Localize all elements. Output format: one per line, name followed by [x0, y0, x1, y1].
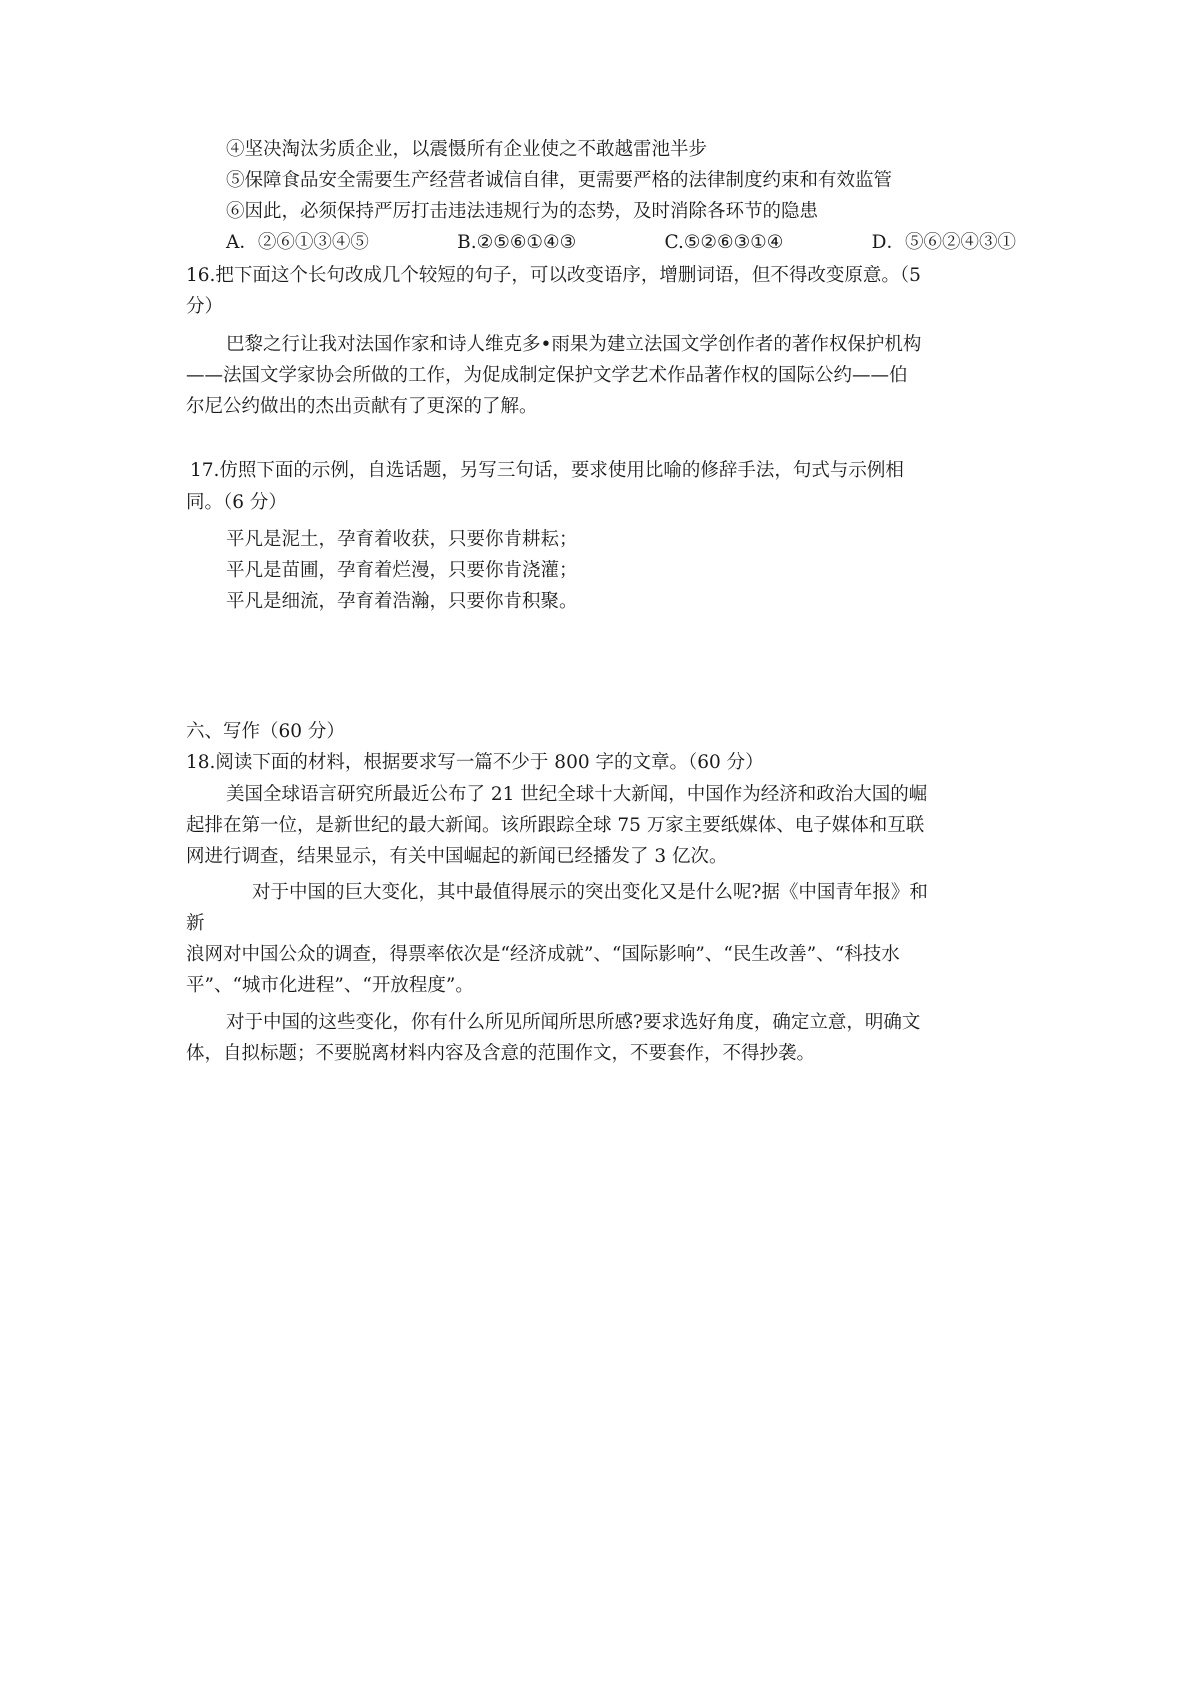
answer-choice-c: C.⑤②⑥③①④: [664, 232, 784, 253]
answer-choice-d: D．⑤⑥②④③①: [871, 232, 1016, 253]
answer-choice-b: B.②⑤⑥①④③: [457, 232, 577, 253]
q16-stem: 16.把下面这个长句改成几个较短的句子，可以改变语序，增删词语，但不得改变原意。（5: [186, 265, 921, 286]
q17-stem-cont: 同。（6 分）: [186, 492, 287, 513]
q18-para2: 对于中国的巨大变化，其中最值得展示的突出变化又是什么呢?据《中国青年报》和: [252, 882, 928, 903]
q17-stem: 17.仿照下面的示例，自选话题，另写三句话，要求使用比喻的修辞手法，句式与示例相: [190, 460, 904, 481]
answer-choices: [226, 234, 1016, 253]
q18-para3: 对于中国的这些变化，你有什么所见所闻所思所感?要求选好角度，确定立意，明确文: [226, 1012, 921, 1033]
option-line-4: ④坚决淘汰劣质企业，以震慑所有企业使之不敢越雷池半步: [226, 139, 708, 160]
option-line-6: ⑥因此，必须保持严厉打击违法违规行为的态势，及时消除各环节的隐患: [226, 201, 819, 222]
q16-passage-cont-1: ——法国文学家协会所做的工作，为促成制定保护文学艺术作品著作权的国际公约——伯: [186, 365, 908, 386]
q18-para1: 美国全球语言研究所最近公布了 21 世纪全球十大新闻，中国作为经济和政治大国的崛: [226, 784, 928, 805]
q18-para1-cont-1: 起排在第一位，是新世纪的最大新闻。该所跟踪全球 75 万家主要纸媒体、电子媒体和互联: [186, 815, 925, 836]
option-line-5: ⑤保障食品安全需要生产经营者诚信自律，更需要严格的法律制度约束和有效监管: [226, 170, 893, 191]
q18-para3-cont: 体，自拟标题；不要脱离材料内容及含意的范围作文，不要套作，不得抄袭。: [186, 1043, 816, 1064]
q17-example-3: 平凡是细流，孕育着浩瀚，只要你肯积聚。: [226, 591, 578, 612]
q18-para1-cont-2: 网进行调查，结果显示，有关中国崛起的新闻已经播发了 3 亿次。: [186, 846, 728, 867]
q18-para2-cont-2: 浪网对中国公众的调查，得票率依次是“经济成就”、“国际影响”、“民生改善”、“科技水: [186, 944, 900, 965]
q17-example-1: 平凡是泥土，孕育着收获，只要你肯耕耘；: [226, 529, 578, 550]
q18-para2-cont-1: 新: [186, 913, 205, 934]
q16-passage-cont-2: 尔尼公约做出的杰出贡献有了更深的了解。: [186, 396, 538, 417]
q16-passage: 巴黎之行让我对法国作家和诗人维克多•雨果为建立法国文学创作者的著作权保护机构: [226, 334, 922, 355]
q18-para2-cont-3: 平”、“城市化进程”、“开放程度”。: [186, 975, 474, 996]
q18-stem: 18.阅读下面的材料，根据要求写一篇不少于 800 字的文章。（60 分）: [186, 752, 764, 773]
q17-example-2: 平凡是苗圃，孕育着烂漫，只要你肯浇灌；: [226, 560, 578, 581]
q16-stem-cont: 分）: [186, 296, 224, 317]
answer-choice-a: A．②⑥①③④⑤: [226, 232, 369, 253]
section-heading-writing: 六、写作（60 分）: [186, 721, 345, 742]
